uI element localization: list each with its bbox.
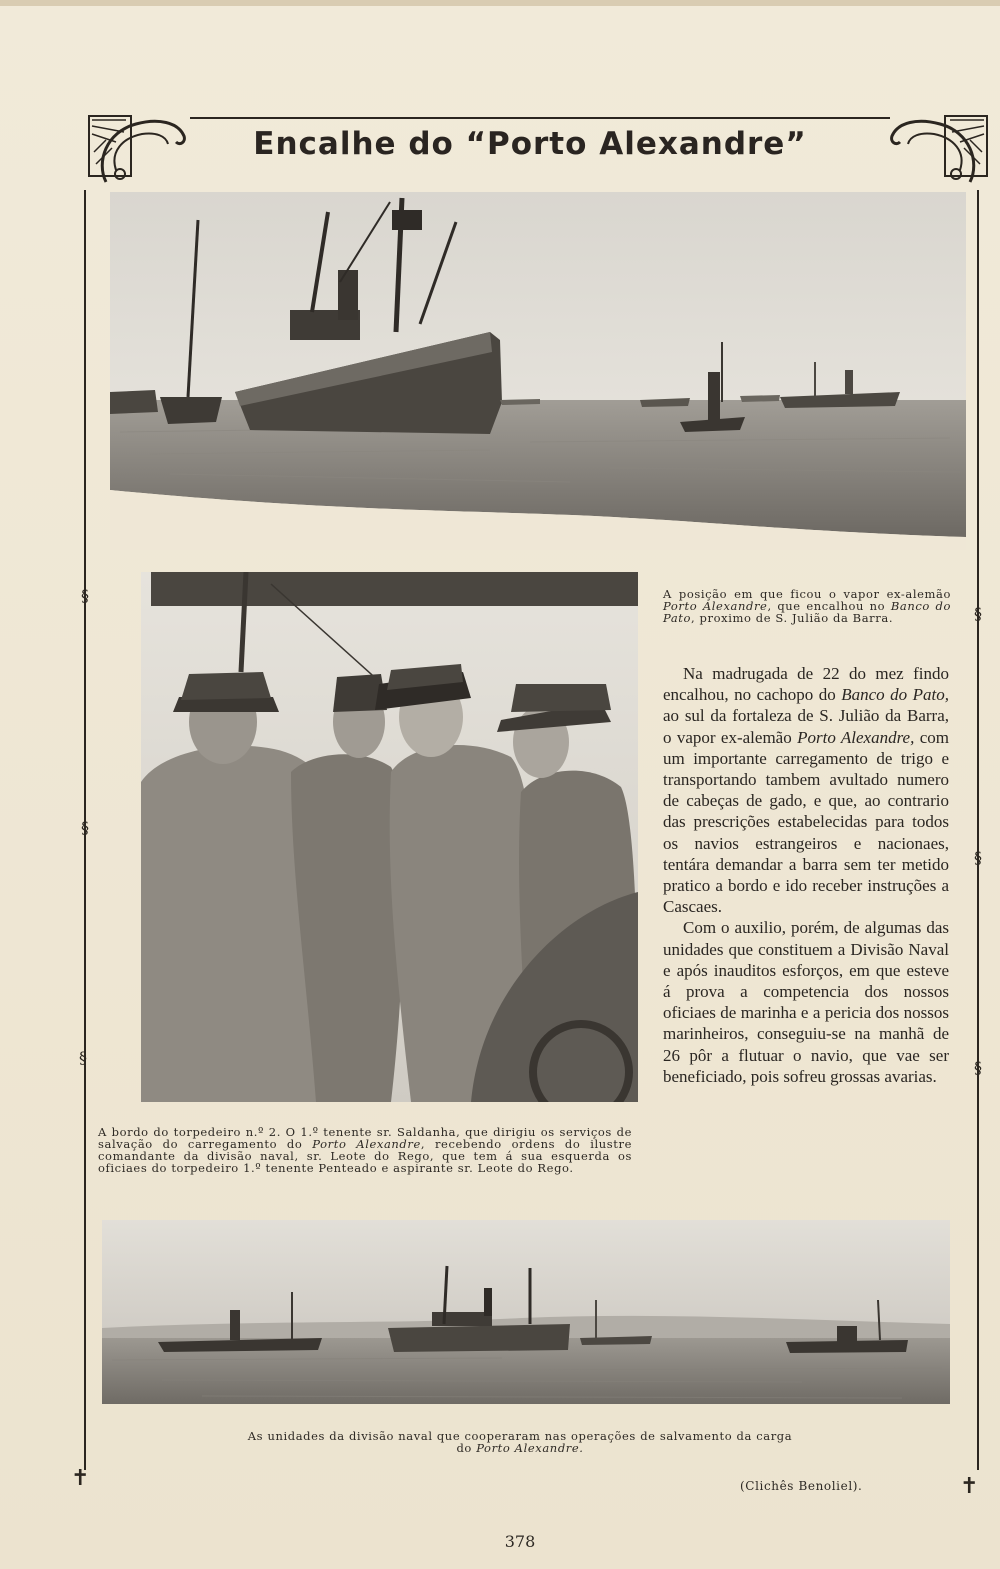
article-text: com um importante carregamento de trigo e transportando tambem avultado numero de cabeças de gado, e que, ao contrario das prescrições estabelecidas para todos os navios estrangeiros e nacionaes, tentára demandar a barra sem ter metido pratico a bordo e ido receber instruções a Cascaes.	[663, 727, 949, 917]
frame-right-ornament: §	[974, 848, 982, 867]
article-paragraph	[663, 663, 949, 917]
photo-stranded-ship	[110, 192, 966, 550]
caption-text: A posição em que ficou o vapor ex-alemão	[663, 587, 951, 601]
caption-line	[180, 1442, 860, 1454]
frame-right-ornament: §	[974, 604, 982, 623]
article-title: Encalhe do “Porto Alexandre”	[253, 126, 807, 162]
frame-bottom-right-cross: ✝	[960, 1474, 979, 1499]
caption-stranded-ship	[663, 588, 951, 624]
frame-right-rule	[977, 190, 979, 1470]
caption-ship-name: Porto Alexandre.	[476, 1441, 584, 1455]
frame-left-ornament: §	[81, 586, 89, 605]
caption-ship-name: Porto Alexandre	[312, 1137, 421, 1151]
article-text: ao sul da fortaleza de S. Julião da Barra, o vapor ex-alemão	[663, 706, 949, 747]
caption-ship-name: Porto Alexandre	[663, 599, 768, 613]
page-edge	[0, 0, 1000, 6]
frame-bottom-left-cross: ✝	[71, 1466, 90, 1491]
caption-text: , proximo de S. Julião da Barra.	[691, 611, 894, 625]
caption-naval-units	[180, 1430, 860, 1454]
caption-text: , recebendo ordens do ilustre comandante da divisão naval, sr. Leote do Rego, que tem á sua esquerda os oficiaes do torpedeiro 1.º tenente Penteado e aspirante sr. Leote do Rego.	[98, 1137, 632, 1175]
frame-right-ornament: §	[974, 1058, 982, 1077]
caption-text: A bordo do torpedeiro n.º 2. O 1.º tenente sr. Saldanha, que dirigiu os serviços de salvação do carregamento do	[98, 1125, 632, 1151]
article-text: Na madrugada de 22 do mez findo encalhou, no cachopo do	[663, 664, 949, 705]
frame-left-ornament: §	[81, 818, 89, 837]
corner-ornament-right	[886, 112, 990, 192]
corner-ornament-left	[86, 112, 190, 192]
frame-top-rule	[190, 117, 890, 119]
frame-left-ornament: §	[79, 1048, 87, 1067]
caption-bank-name: Banco do Pato	[663, 599, 951, 625]
caption-text: , que encalhou no	[767, 599, 891, 613]
caption-officers	[98, 1126, 632, 1174]
page-number: 378	[504, 1532, 536, 1551]
caption-line: As unidades da divisão naval que cooperaram nas operações de salvamento da carga	[247, 1429, 793, 1443]
article-paragraph: Com o auxilio, porém, de algumas das unidades que constituem a Divisão Naval e após inauditos esforços, em que esteve á prova a competencia dos nossos oficiaes de marinha e a pericia dos nossos marinheiros, conseguiu-se na manhã de 26 pôr a flutuar o navio, que vae ser beneficiado, pois sofreu grossas avarias.	[663, 918, 949, 1086]
caption-text: do	[456, 1441, 477, 1455]
photo-credit: (Clichês Benoliel).	[740, 1479, 863, 1493]
article-body	[663, 663, 949, 1087]
article-italic-bank: Banco do Pato,	[841, 685, 949, 705]
article-italic-ship: Porto Alexandre,	[797, 727, 915, 747]
photo-officers-on-torpedo-boat	[141, 572, 638, 1102]
photo-naval-units	[102, 1220, 950, 1404]
